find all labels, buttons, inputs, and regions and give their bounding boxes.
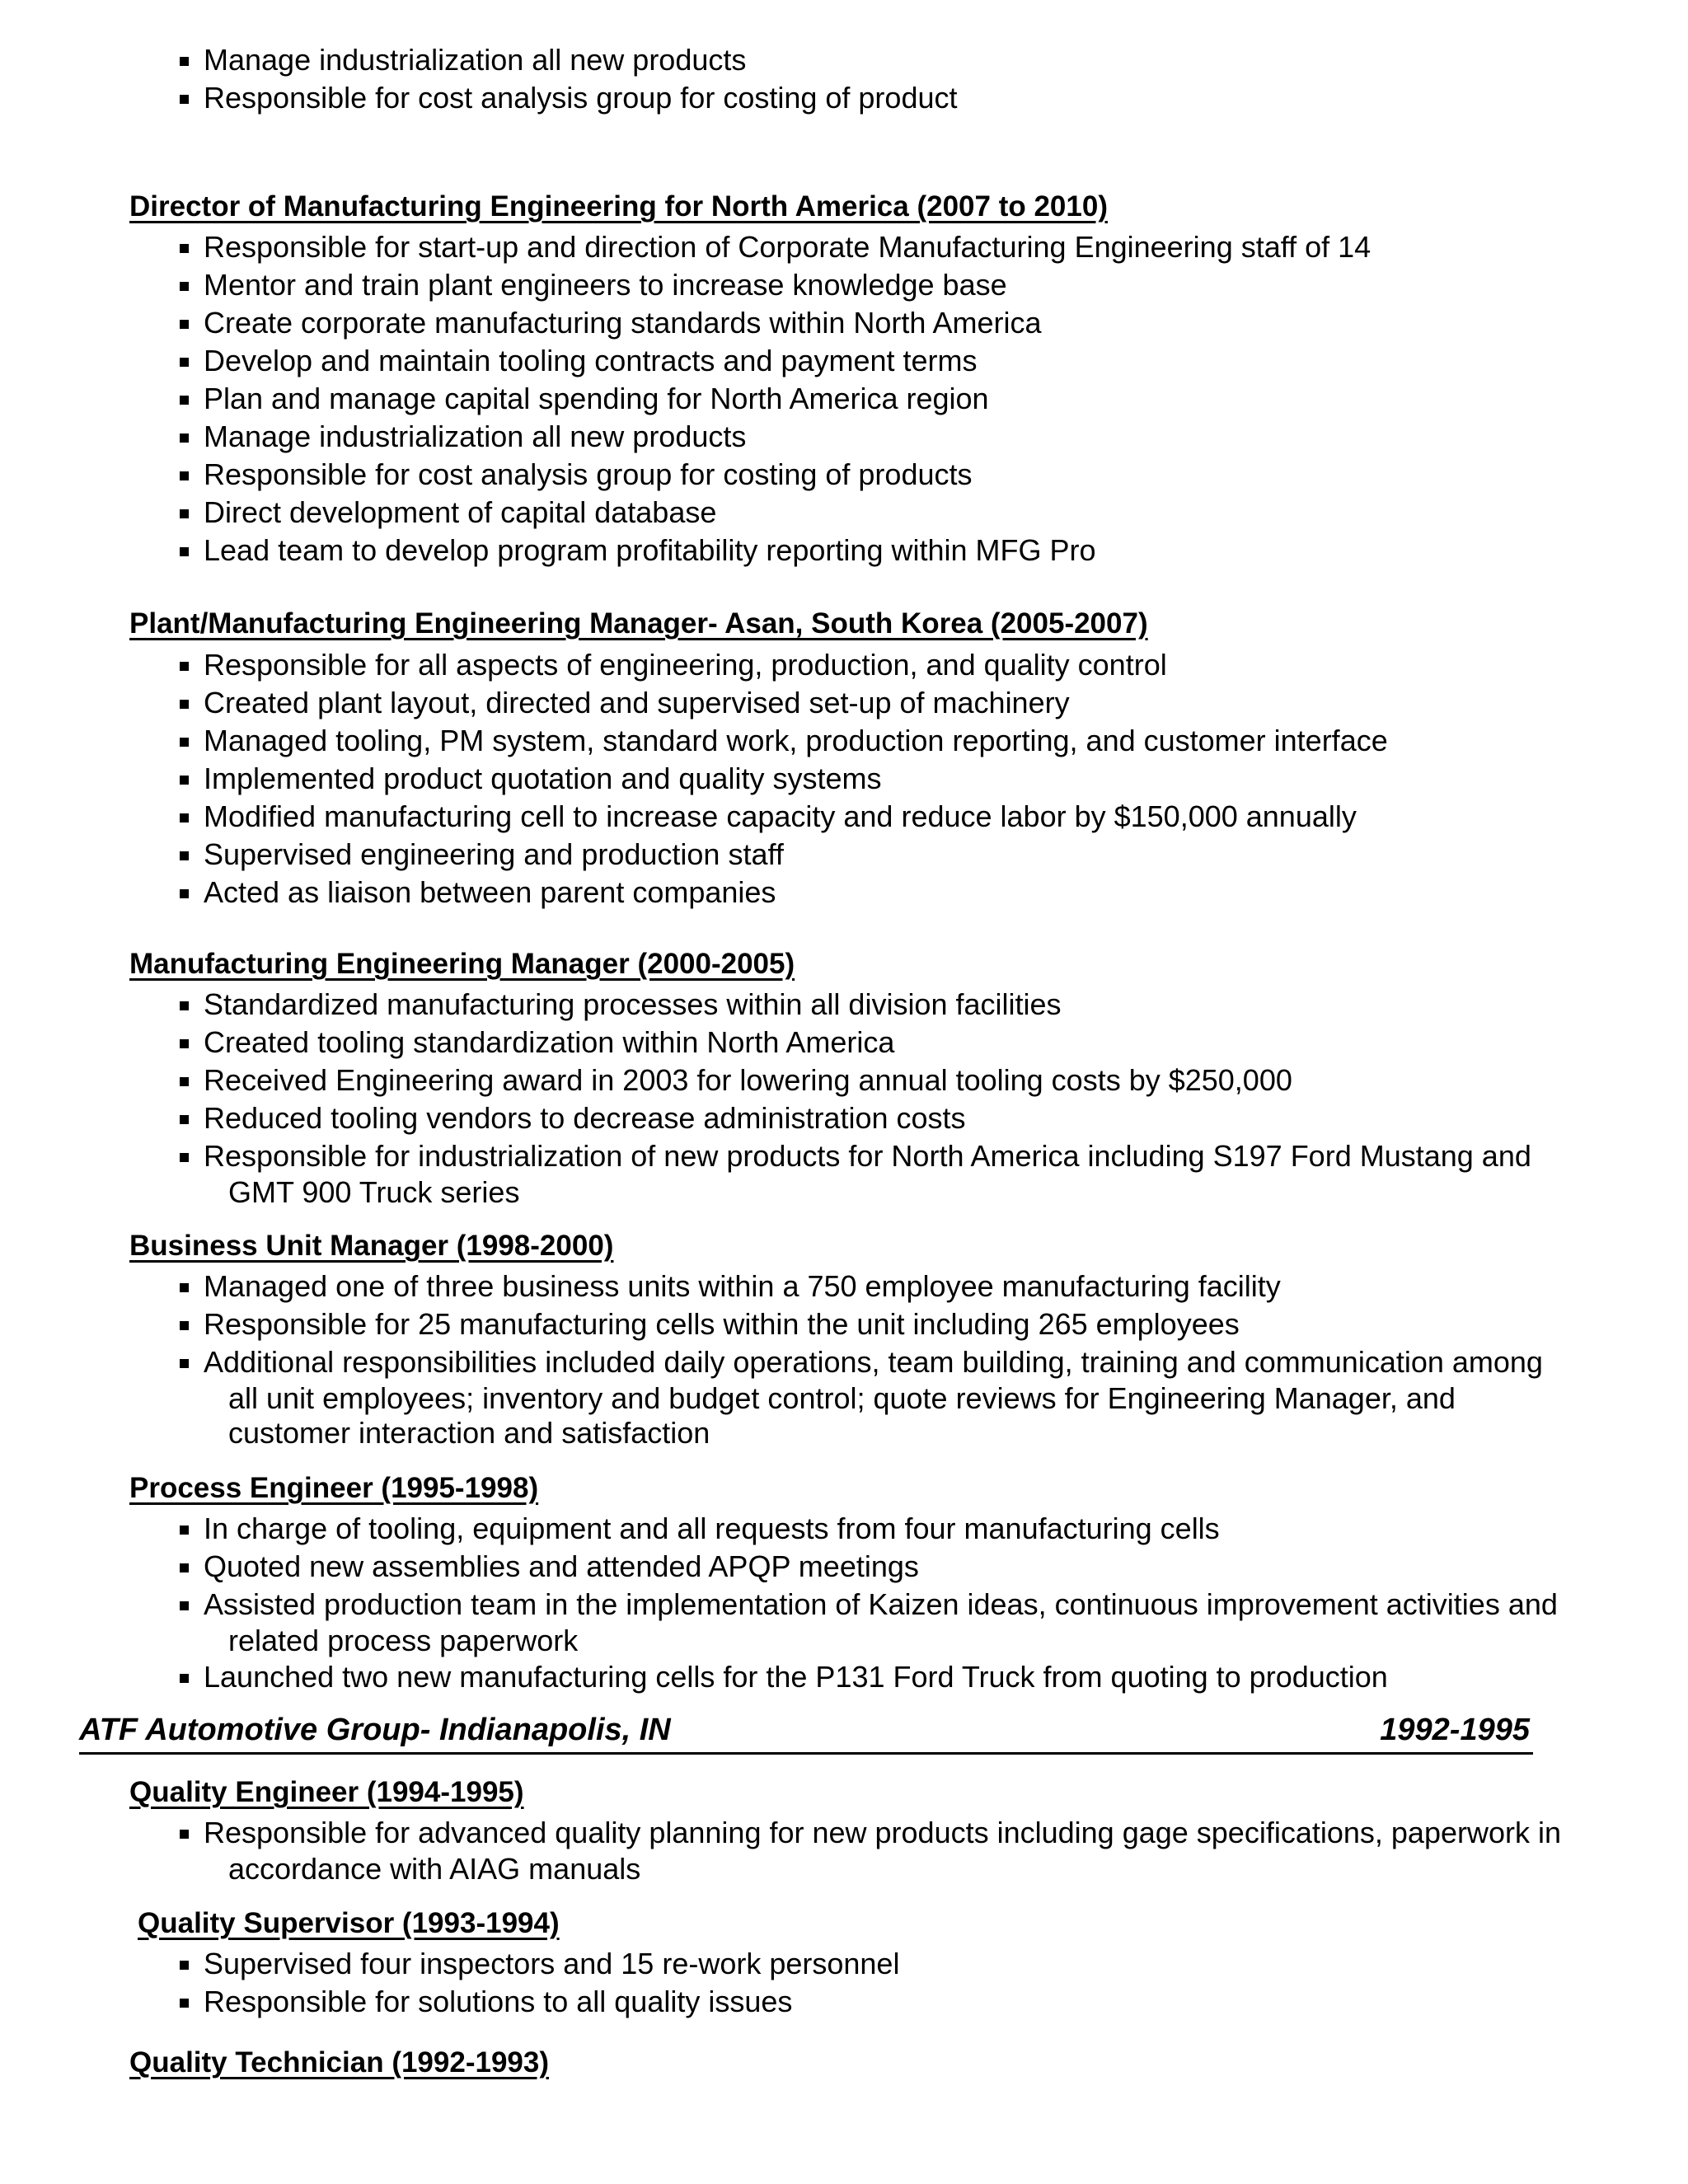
list-item-line: Responsible for advanced quality planning for new products including gage specifications, paperwork in [204,1816,1561,1849]
list-item-line: Responsible for industrialization of new products for North America including S197 Ford Mustang and [204,1139,1531,1173]
position-title-quality-supervisor: Quality Supervisor (1993-1994) [138,1907,560,1939]
position-title-plant-manager: Plant/Manufacturing Engineering Manager- Asan, South Korea (2005-2007) [129,607,1148,640]
quality-engineer-bullet-list [0,1814,1561,1886]
intro-bullet-list [0,41,957,117]
list-item: Responsible for cost analysis group for costing of product [0,79,957,117]
list-item: Reduced tooling vendors to decrease administration costs [0,1099,1531,1137]
list-item: Responsible for start-up and direction of Corporate Manufacturing Engineering staff of 14 [0,228,1371,266]
company-header [79,1713,1533,1755]
list-item-line: Additional responsibilities included daily operations, team building, training and communication among [204,1345,1543,1379]
list-item: Plan and manage capital spending for North America region [0,380,1371,418]
list-item: Mentor and train plant engineers to increase knowledge base [0,266,1371,304]
position-title-mfg-eng-manager: Manufacturing Engineering Manager (2000-2005) [129,948,795,980]
list-item-line: GMT 900 Truck series [228,1175,520,1209]
position-title-quality-engineer: Quality Engineer (1994-1995) [129,1776,524,1808]
list-item: Manage industrialization all new products [0,418,1371,456]
list-item-line: customer interaction and satisfaction [228,1416,710,1450]
list-item: Created tooling standardization within North America [0,1024,1531,1062]
position-title-business-unit-manager: Business Unit Manager (1998-2000) [129,1230,614,1262]
list-item: Lead team to develop program profitability reporting within MFG Pro [0,532,1371,569]
list-item: Managed tooling, PM system, standard work, production reporting, and customer interface [0,722,1388,760]
list-item: Supervised engineering and production staff [0,836,1388,874]
list-item [0,1586,1558,1658]
list-item: Responsible for cost analysis group for costing of products [0,456,1371,494]
list-item: Direct development of capital database [0,494,1371,532]
list-item: Managed one of three business units within a 750 employee manufacturing facility [0,1268,1543,1305]
list-item [0,1343,1543,1451]
list-item: Launched two new manufacturing cells for the P131 Ford Truck from quoting to production [0,1658,1558,1696]
list-item-line: Assisted production team in the implementation of Kaizen ideas, continuous improvement activities and [204,1587,1558,1621]
mfg-eng-manager-bullet-list [0,986,1531,1210]
list-item: Acted as liaison between parent companies [0,874,1388,912]
list-item [0,1137,1531,1210]
list-item: Created plant layout, directed and supervised set-up of machinery [0,684,1388,722]
list-item: Manage industrialization all new products [0,41,957,79]
list-item: Received Engineering award in 2003 for lowering annual tooling costs by $250,000 [0,1062,1531,1099]
list-item: Responsible for all aspects of engineering, production, and quality control [0,646,1388,684]
list-item-line: all unit employees; inventory and budget control; quote reviews for Engineering Manager, and [228,1381,1456,1415]
plant-manager-bullet-list [0,646,1388,912]
list-item: Develop and maintain tooling contracts and payment terms [0,342,1371,380]
director-bullet-list [0,228,1371,569]
list-item: Responsible for 25 manufacturing cells within the unit including 265 employees [0,1305,1543,1343]
list-item: Quoted new assemblies and attended APQP meetings [0,1548,1558,1586]
list-item-line: accordance with AIAG manuals [228,1852,641,1886]
list-item [0,1814,1561,1886]
list-item-line: related process paperwork [228,1624,579,1657]
list-item: Supervised four inspectors and 15 re-work personnel [0,1945,899,1983]
process-engineer-bullet-list [0,1510,1558,1696]
list-item: Modified manufacturing cell to increase capacity and reduce labor by $150,000 annually [0,798,1388,836]
business-unit-bullet-list [0,1268,1543,1451]
list-item: Implemented product quotation and quality systems [0,760,1388,798]
list-item: Standardized manufacturing processes within all division facilities [0,986,1531,1024]
position-title-process-engineer: Process Engineer (1995-1998) [129,1472,539,1504]
position-title-quality-technician: Quality Technician (1992-1993) [129,2046,550,2079]
list-item: Responsible for solutions to all quality issues [0,1983,899,2021]
quality-supervisor-bullet-list [0,1945,899,2021]
list-item: Create corporate manufacturing standards within North America [0,304,1371,342]
company-years: 1992-1995 [1380,1713,1530,1747]
list-item: In charge of tooling, equipment and all requests from four manufacturing cells [0,1510,1558,1548]
company-name: ATF Automotive Group- Indianapolis, IN [79,1713,671,1747]
position-title-director: Director of Manufacturing Engineering for North America (2007 to 2010) [129,190,1108,223]
